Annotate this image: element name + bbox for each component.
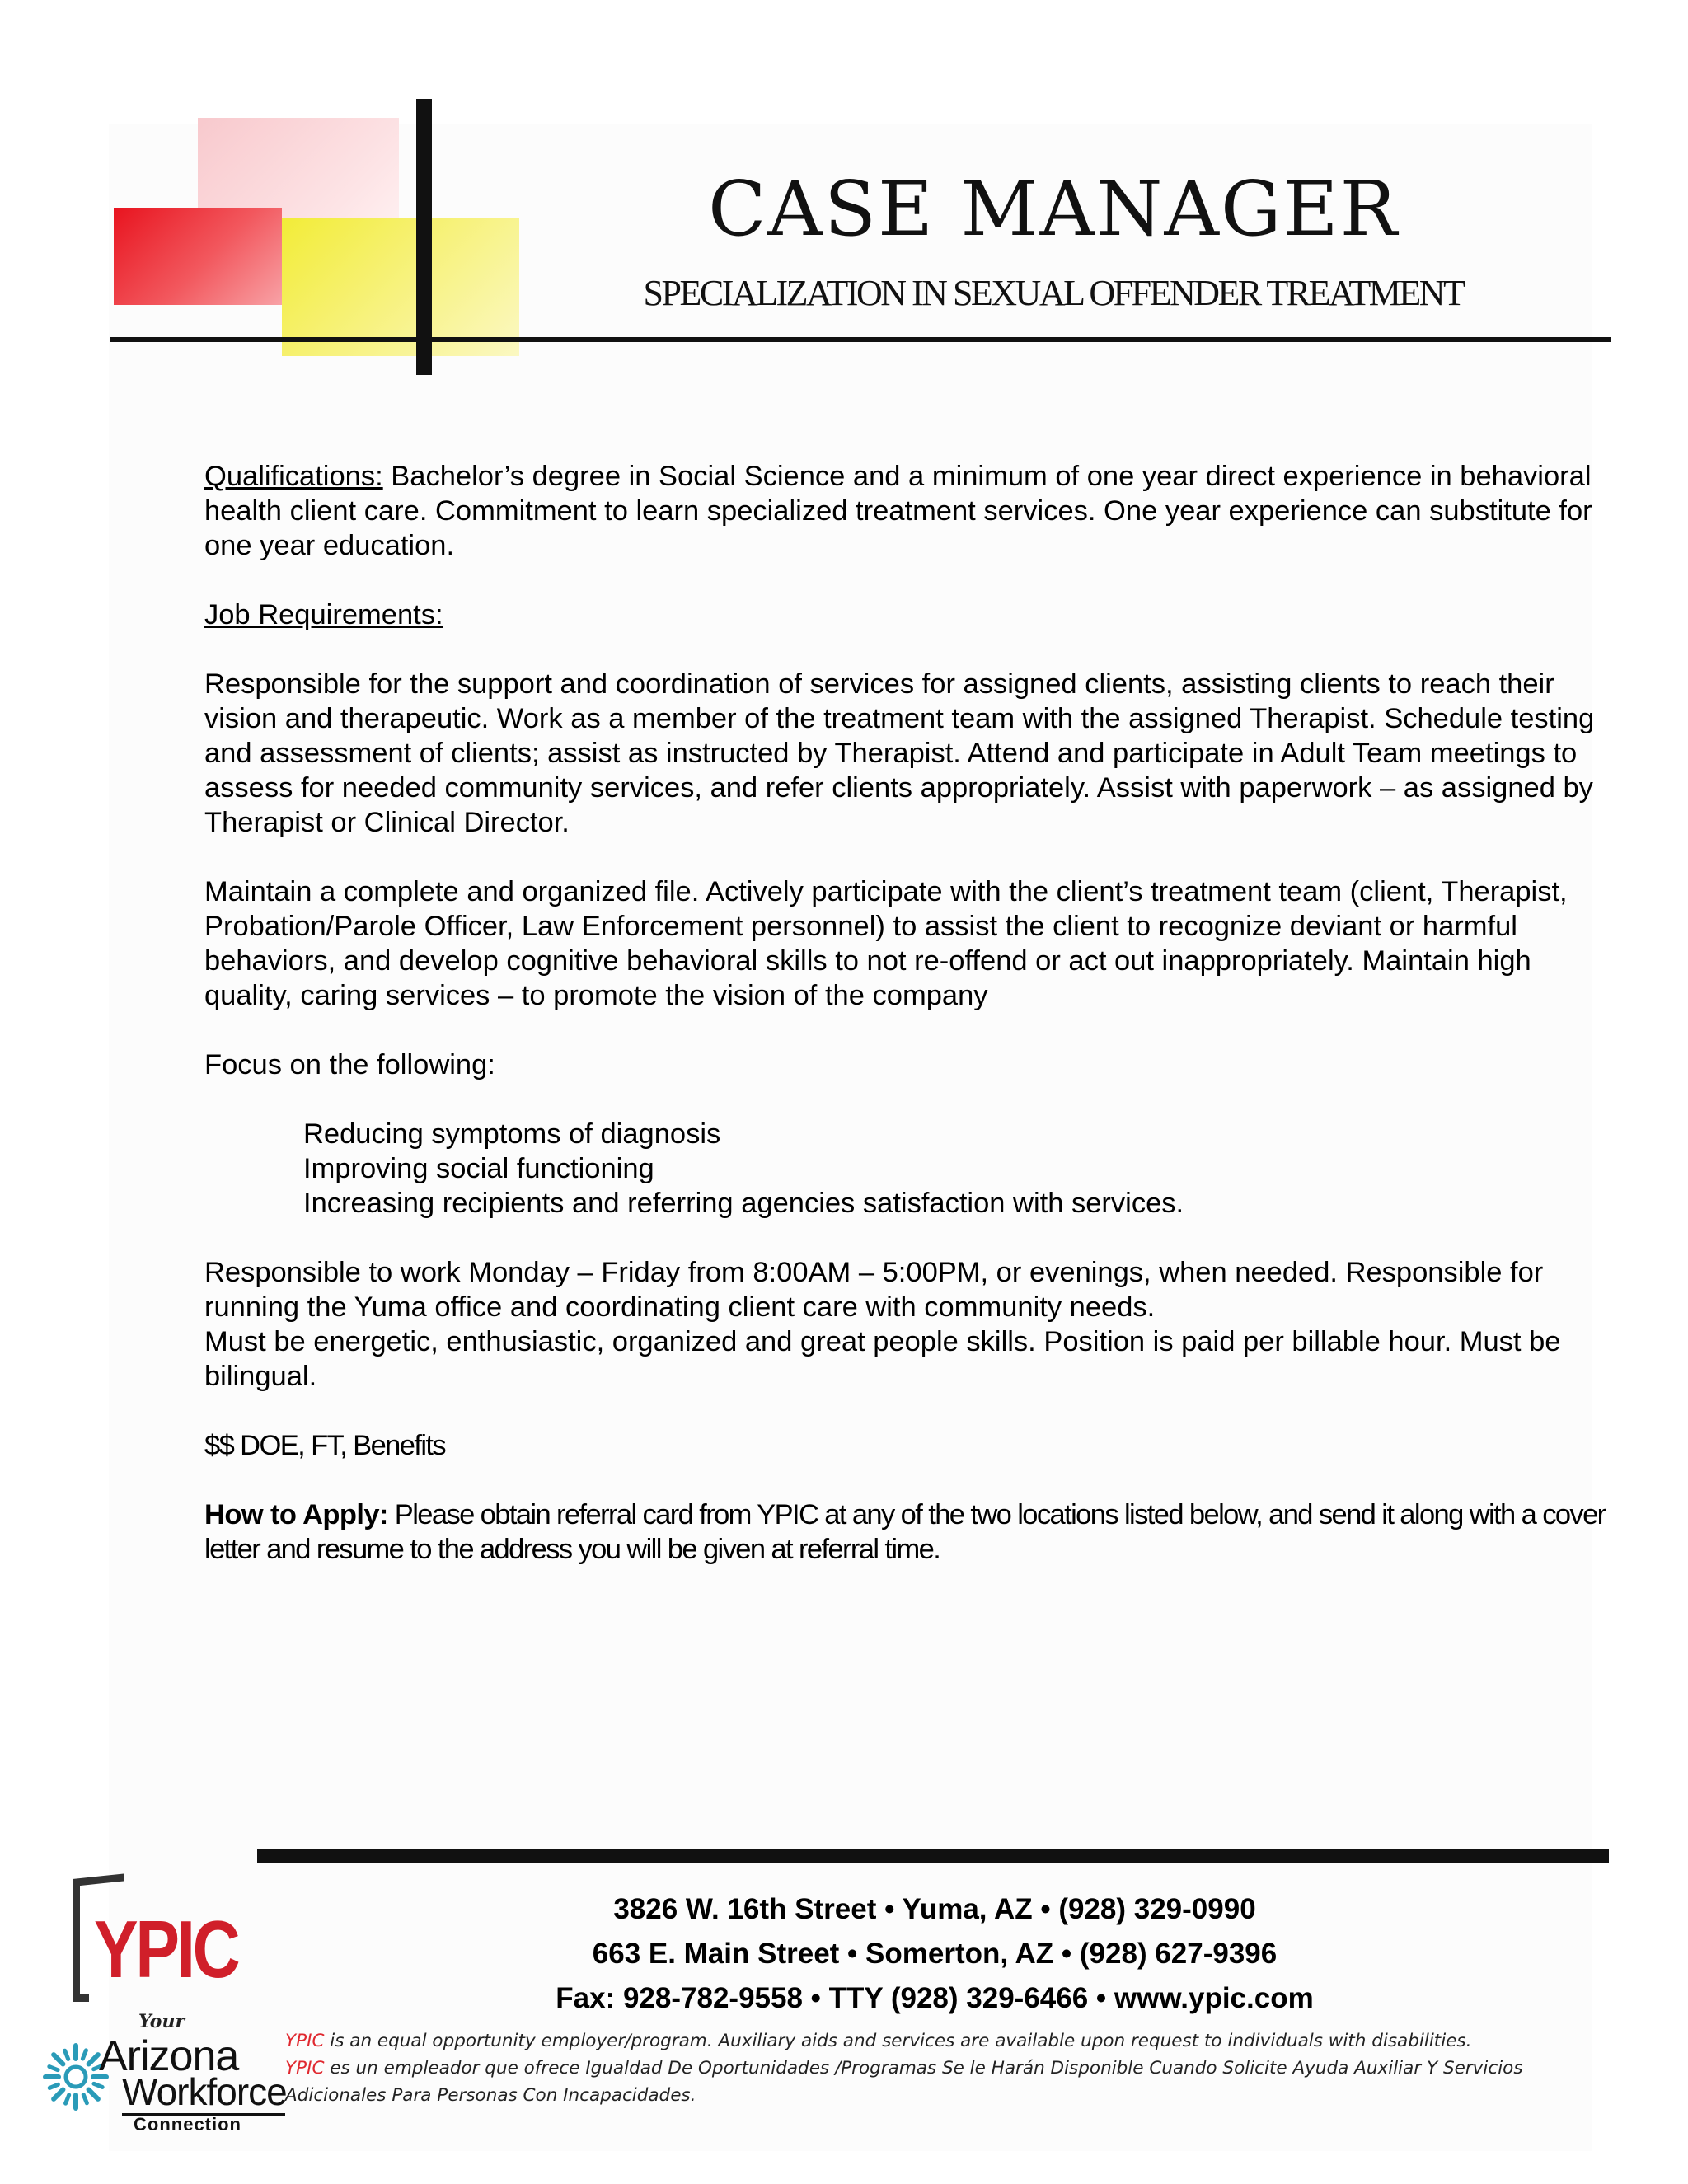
responsibilities-paragraph: Responsible for the support and coordination of services for assigned clients, assisting clients to reach their vision and therapeutic. Work as a member of the treatment team with the assigned Therapist. Schedule testing and assessment of clients; assist as instructed by Therapist. Attend and participate in Adult Team meetings to assess for needed community services, and refer clients appropriately. Assist with paperwork – as assigned by Therapist or Clinical Director. [204,668,1595,838]
qualifications-paragraph [204,459,1606,563]
qualifications-label: Qualifications: [204,461,383,492]
ypic-logo [36,1871,287,2143]
compensation: $$ DOE, FT, Benefits [204,1430,446,1461]
address-yuma: 3826 W. 16th Street • Yuma, AZ • (928) 329-0990 [613,1893,1256,1925]
how-to-apply-paragraph [204,1497,1606,1567]
eeo-spanish-text: es un empleador que ofrece Igualdad De Oportunidades /Programas Se le Harán Disponible Cuando Solicite Ayuda Auxiliar Y Servicios Adicionales Para Personas Con Incapacidades. [285,2058,1523,2106]
decorative-red-square [114,208,282,305]
header-rule [110,337,1611,342]
fax-tty-website: Fax: 928-782-9558 • TTY (928) 329-6466 • www.ypic.com [556,1982,1314,2014]
logo-line-arizona: Arizona [99,2032,239,2080]
eeo-spanish [285,2055,1604,2109]
qualifications-text: Bachelor’s degree in Social Science and a minimum of one year direct experience in behavioral health client care. Commitment to learn specialized treatment services. One year experience can substitute for one year education. [204,461,1592,561]
page-subtitle: SPECIALIZATION IN SEXUAL OFFENDER TREATMENT [643,273,1464,313]
schedule-line-1: Responsible to work Monday – Friday from 8:00AM – 5:00PM, or evenings, when needed. Responsible for running the Yuma office and coordinating client care with community needs. [204,1257,1544,1323]
logo-bracket-top [73,1873,124,1886]
how-to-apply-label: How to Apply: [204,1499,388,1530]
header-vertical-bar [416,99,432,375]
contact-block [330,1887,1540,2021]
logo-tagline: Your [138,2011,185,2032]
eeo-org-name: YPIC [285,2058,325,2079]
focus-intro: Focus on the following: [204,1049,495,1080]
job-description [204,459,1606,1601]
eeo-english [285,2027,1604,2055]
footer-rule [257,1849,1609,1863]
logo-line-connection: Connection [134,2114,241,2135]
job-requirements-label: Job Requirements: [204,599,443,630]
focus-item: Improving social functioning [303,1153,654,1184]
file-maintenance-paragraph: Maintain a complete and organized file. Actively participate with the client’s treatment team (client, Therapist, Probation/Parole Officer, Law Enforcement personnel) to assist the client to recognize deviant or harmful behaviors, and develop cognitive behavioral skills to not re-offend or act out inappropriately. Maintain high quality, caring services – to promote the vision of the company [204,876,1568,1011]
eeo-english-text: is an equal opportunity employer/program. Auxiliary aids and services are available upon request to individuals with disabilities. [324,2031,1472,2051]
logo-bracket [73,1879,80,1999]
job-requirements-heading [204,598,1606,632]
how-to-apply-text: Please obtain referral card from YPIC at any of the two locations listed below, and send it along with a cover letter and resume to the address you will be given at referral time. [204,1499,1606,1565]
eeo-org-name: YPIC [285,2031,325,2051]
eeo-statement [285,2027,1604,2109]
page-title: CASE MANAGER [708,165,1399,253]
schedule-paragraph [204,1255,1606,1394]
decorative-yellow-square [282,218,519,356]
schedule-line-2: Must be energetic, enthusiastic, organized and great people skills. Position is paid per billable hour. Must be bilingual. [204,1326,1561,1392]
focus-list [204,1117,1606,1221]
logo-bracket-bottom [73,1994,89,2002]
focus-item: Reducing symptoms of diagnosis [303,1118,721,1150]
logo-name: YPIC [94,1904,238,1994]
logo-line-workforce: Workforce [122,2070,287,2113]
address-somerton: 663 E. Main Street • Somerton, AZ • (928) 627-9396 [592,1938,1278,1970]
focus-item: Increasing recipients and referring agencies satisfaction with services. [303,1188,1184,1219]
